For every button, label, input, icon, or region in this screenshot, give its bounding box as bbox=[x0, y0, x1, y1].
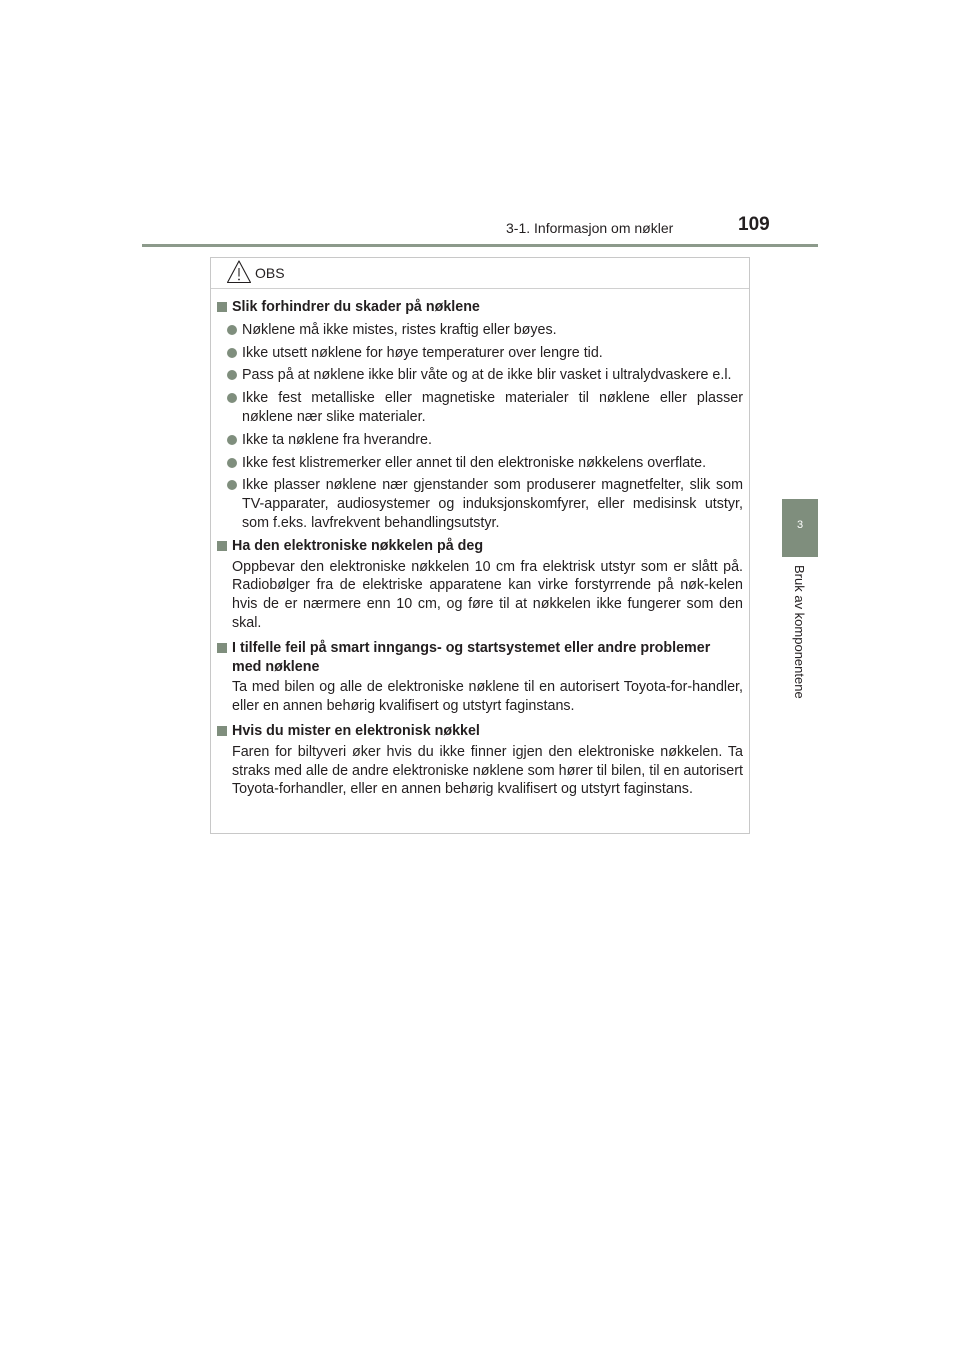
chapter-tab bbox=[782, 499, 818, 557]
section-heading bbox=[217, 298, 743, 317]
circle-bullet-icon bbox=[227, 370, 237, 380]
chapter-label: Bruk av komponentene bbox=[792, 565, 807, 699]
warning-triangle-icon bbox=[226, 259, 252, 290]
caution-body bbox=[211, 298, 749, 805]
circle-bullet-icon bbox=[227, 435, 237, 445]
caution-title: OBS bbox=[255, 265, 285, 281]
section-heading bbox=[217, 722, 743, 741]
running-header-section: 3-1. Informasjon om nøkler bbox=[506, 220, 674, 236]
section-paragraph: Ta med bilen og alle de elektroniske nøklene til en autorisert Toyota-for-handler, eller en annen behørig kvalifisert og utstyrt faginstans. bbox=[232, 679, 743, 715]
list-item bbox=[217, 344, 743, 363]
list-item-text: Ikke fest metalliske eller magnetiske materialer til nøklene eller plasser nøklene nær slike materialer. bbox=[242, 390, 743, 425]
list-item-text: Ikke plasser nøklene nær gjenstander som produserer magnetfelter, slik som TV-apparater, audiosystemer og induksjonskomfyrer, eller medisinsk utstyr, som f.eks. lavfrekvent behandlingsutstyr. bbox=[242, 477, 743, 531]
list-item-text: Nøklene må ikke mistes, ristes kraftig eller bøyes. bbox=[242, 321, 557, 338]
section-lost-key bbox=[217, 722, 743, 799]
section-heading bbox=[217, 639, 743, 677]
section-prevent-damage bbox=[217, 298, 743, 533]
circle-bullet-icon bbox=[227, 393, 237, 403]
caution-box bbox=[210, 257, 750, 834]
header-divider bbox=[142, 244, 818, 247]
list-item-text: Ikke fest klistremerker eller annet til den elektroniske nøkkelens overflate. bbox=[242, 454, 707, 471]
section-heading bbox=[217, 537, 743, 556]
section-heading-text: Hvis du mister en elektronisk nøkkel bbox=[232, 722, 480, 739]
section-paragraph: Faren for biltyveri øker hvis du ikke finner igjen den elektroniske nøkkelen. Ta straks med alle de andre elektroniske nøklene som hører til bilen, til en autorisert Toyota-forhandler, eller en annen behørig kvalifisert og utstyrt faginstans. bbox=[232, 743, 743, 798]
section-carry-key bbox=[217, 537, 743, 633]
circle-bullet-icon bbox=[227, 458, 237, 468]
section-heading-text: Ha den elektroniske nøkkelen på deg bbox=[232, 537, 484, 554]
square-bullet-icon bbox=[217, 643, 227, 653]
circle-bullet-icon bbox=[227, 325, 237, 335]
list-item-text: Pass på at nøklene ikke blir våte og at de ikke blir vasket i ultralydvaskere e.l. bbox=[242, 367, 732, 384]
list-item-text: Ikke utsett nøklene for høye temperaturer over lengre tid. bbox=[242, 344, 603, 361]
caution-header bbox=[211, 258, 749, 289]
section-heading-text: Slik forhindrer du skader på nøklene bbox=[232, 299, 480, 315]
list-item bbox=[217, 321, 743, 340]
chapter-number: 3 bbox=[796, 519, 804, 531]
list-item-text: Ikke ta nøklene fra hverandre. bbox=[242, 431, 432, 448]
circle-bullet-icon bbox=[227, 348, 237, 358]
list-item bbox=[217, 454, 743, 473]
section-malfunction bbox=[217, 639, 743, 716]
section-paragraph: Oppbevar den elektroniske nøkkelen 10 cm fra elektrisk utstyr som er slått på. Radiobølger fra de elektriske apparatene kan virke forstyrrende på nøk-kelen hvis de er nærmere enn 10 cm, og føre til at nøkkelen ikke fungerer som den skal. bbox=[232, 558, 743, 631]
square-bullet-icon bbox=[217, 541, 227, 551]
list-item bbox=[217, 476, 743, 532]
square-bullet-icon bbox=[217, 302, 227, 312]
list-item bbox=[217, 389, 743, 427]
list-item bbox=[217, 431, 743, 450]
circle-bullet-icon bbox=[227, 480, 237, 490]
section-heading-text: I tilfelle feil på smart inngangs- og startsystemet eller andre problemer med nøklene bbox=[232, 639, 711, 675]
page-number: 109 bbox=[738, 214, 770, 235]
list-item bbox=[217, 366, 743, 385]
square-bullet-icon bbox=[217, 726, 227, 736]
